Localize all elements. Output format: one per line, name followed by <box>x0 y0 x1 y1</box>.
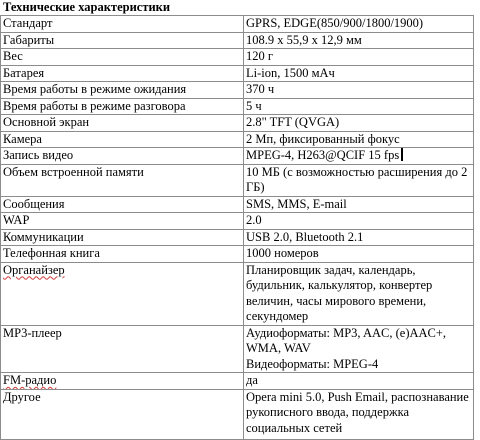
row-label: Коммуникации <box>1 229 244 246</box>
value-line: Видеоформаты: MPEG-4 <box>246 356 379 371</box>
table-row <box>1 229 474 246</box>
table-row <box>1 49 474 66</box>
row-label: Другое <box>1 389 244 439</box>
row-label: Камера <box>1 131 244 148</box>
table-row <box>1 82 474 99</box>
row-label: Запись видео <box>1 148 244 165</box>
table-row <box>1 196 474 213</box>
row-value: Opera mini 5.0, Push Email, распознавание рукописного ввода, поддержка социальных сетей <box>244 389 474 439</box>
row-value: SMS, MMS, E-mail <box>244 196 474 213</box>
row-label: Время работы в режиме разговора <box>1 98 244 115</box>
table-row <box>1 98 474 115</box>
row-value <box>244 325 474 373</box>
table-row <box>1 373 474 390</box>
row-value: MPEG-4, H263@QCIF 15 fps <box>246 148 400 162</box>
table-row <box>1 262 474 325</box>
row-label: Объем встроенной памяти <box>1 164 244 196</box>
table-row <box>1 325 474 373</box>
row-value: 2 Мп, фиксированный фокус <box>244 131 474 148</box>
row-label-text: FM-радио <box>3 373 57 387</box>
row-value: 2.8" TFT (QVGA) <box>244 115 474 132</box>
table-row <box>1 148 474 165</box>
row-value: да <box>244 373 474 390</box>
row-value: Планировщик задач, календарь, будильник, калькулятор, конвертер величин, часы мирового времени, секундомер <box>244 262 474 325</box>
row-label <box>1 262 244 325</box>
row-label: Габариты <box>1 32 244 49</box>
row-value-with-cursor[interactable] <box>244 148 474 165</box>
row-value: 5 ч <box>244 98 474 115</box>
table-row <box>1 164 474 196</box>
table-row <box>1 213 474 230</box>
text-cursor <box>401 148 403 161</box>
table-row <box>1 32 474 49</box>
row-value: GPRS, EDGE(850/900/1800/1900) <box>244 16 474 33</box>
row-label: Стандарт <box>1 16 244 33</box>
row-value: 370 ч <box>244 82 474 99</box>
value-line: Аудиоформаты: MP3, AAC, (e)AAC+, WMA, WAV <box>246 325 447 355</box>
row-label <box>1 373 244 390</box>
row-label: Время работы в режиме ожидания <box>1 82 244 99</box>
row-value: 10 МБ (с возможностью расширения до 2 ГБ) <box>244 164 474 196</box>
row-label: Батарея <box>1 65 244 82</box>
row-label: Основной экран <box>1 115 244 132</box>
row-value: Li-ion, 1500 мАч <box>244 65 474 82</box>
table-row <box>1 246 474 263</box>
row-label-text: Органайзер <box>3 262 65 277</box>
row-value: USB 2.0, Bluetooth 2.1 <box>244 229 474 246</box>
row-value: 2.0 <box>244 213 474 230</box>
table-row <box>1 115 474 132</box>
row-label: MP3-плеер <box>1 325 244 373</box>
table-row <box>1 389 474 439</box>
row-value: 1000 номеров <box>244 246 474 263</box>
spec-table <box>0 15 474 440</box>
row-label: WAP <box>1 213 244 230</box>
document-title: Технические характеристики <box>3 0 171 14</box>
row-value: 120 г <box>244 49 474 66</box>
row-label: Сообщения <box>1 196 244 213</box>
row-label: Вес <box>1 49 244 66</box>
row-label: Телефонная книга <box>1 246 244 263</box>
row-value: 108.9 x 55,9 x 12,9 мм <box>244 32 474 49</box>
table-row <box>1 131 474 148</box>
table-row <box>1 16 474 33</box>
table-row <box>1 65 474 82</box>
